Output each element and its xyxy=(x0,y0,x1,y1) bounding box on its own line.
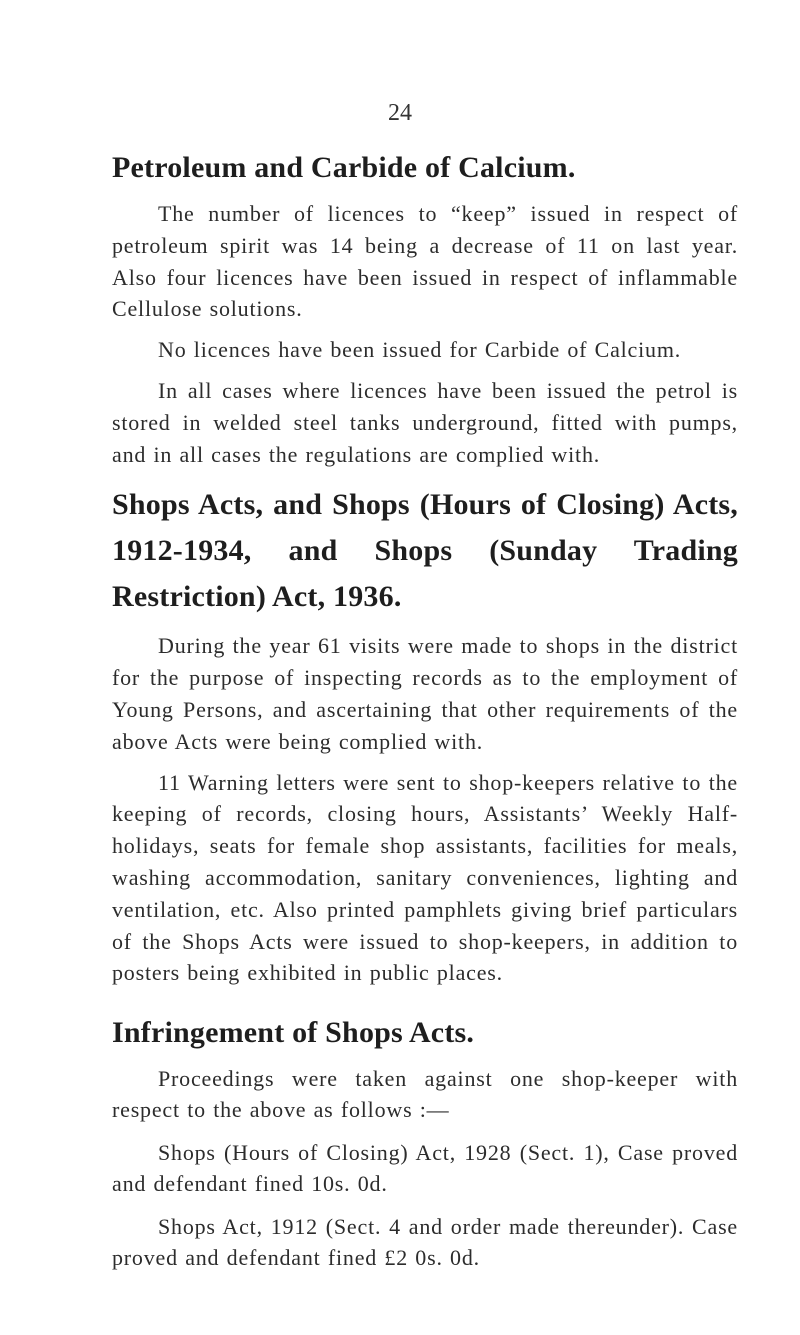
section-petroleum xyxy=(112,148,738,470)
heading-shops-acts: Shops Acts, and Shops (Hours of Closing) Acts, 1912-1934, and Shops (Sunday Trading Restriction) Act, 1936. xyxy=(112,488,738,614)
paragraph-proceedings: Proceedings were taken against one shop-keeper with respect to the above as follows :— xyxy=(112,1066,738,1123)
heading-infringement: Infringement of Shops Acts. xyxy=(112,1016,475,1050)
section-infringement xyxy=(112,1013,738,1273)
heading-petroleum: Petroleum and Carbide of Calcium. xyxy=(112,151,576,184)
section-shops-acts xyxy=(112,482,738,989)
page-content xyxy=(112,148,738,1273)
paragraph-petrol-storage: In all cases where licences have been issued the petrol is stored in welded steel tanks underground, fitted with pumps, and in all cases the regulations are complied with. xyxy=(112,377,738,467)
paragraph-case-hours-of-closing: Shops (Hours of Closing) Act, 1928 (Sect. 1), Case proved and defendant fined 10s. 0d. xyxy=(112,1140,738,1197)
paragraph-shop-visits: During the year 61 visits were made to shops in the district for the purpose of inspecting records as to the employment of Young Persons, and ascertaining that other requirements of the above Acts were being complied with. xyxy=(112,633,738,754)
paragraph-carbide-licences: No licences have been issued for Carbide of Calcium. xyxy=(158,337,682,363)
paragraph-case-shops-act-1912: Shops Act, 1912 (Sect. 4 and order made thereunder). Case proved and defendant fined £2 0s. 0d. xyxy=(112,1214,738,1271)
paragraph-warning-letters: 11 Warning letters were sent to shop-keepers relative to the keeping of records, closing hours, Assistants’ Weekly Half-holidays, seats for female shop assistants, facilities for meals, washing accommodation, sanitary conveniences, lighting and ventilation, etc. Also printed pamphlets giving brief particulars of the Shops Acts were issued to shop-keepers, in addition to posters being exhibited in public places. xyxy=(112,769,738,986)
paragraph-petroleum-licences: The number of licences to “keep” issued in respect of petroleum spirit was 14 being a decrease of 11 on last year. Also four licences have been issued in respect of inflammable Cellulose solutions. xyxy=(112,201,738,322)
page-number: 24 xyxy=(388,100,412,126)
